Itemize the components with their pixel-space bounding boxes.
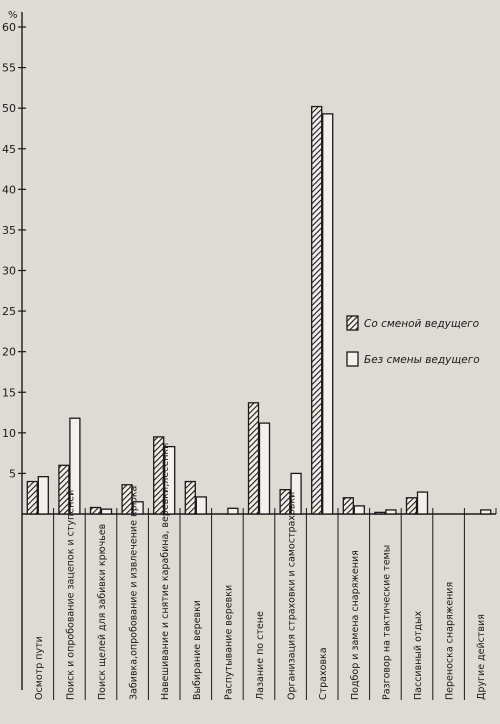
bar-with-leader-change [343, 498, 353, 514]
bar-without-leader-change [354, 506, 364, 514]
legend-label: Без смены ведущего [364, 354, 480, 366]
bars [27, 107, 490, 514]
y-tick-label: 40 [2, 183, 16, 197]
bar-without-leader-change [386, 510, 396, 514]
y-unit-label: % [8, 10, 18, 21]
category-label: Другие действия [476, 614, 488, 700]
category-label: Поиск и опробование зацепок и ступеней [65, 489, 77, 700]
y-tick-label: 35 [2, 223, 16, 237]
category-label: Пассивный отдых [413, 610, 424, 700]
bar-with-leader-change [185, 482, 195, 514]
bar-without-leader-change [102, 509, 112, 514]
y-tick-label: 60 [2, 21, 16, 34]
bar-without-leader-change [196, 497, 206, 514]
bar-with-leader-change [375, 512, 385, 514]
category-label: Подбор и замена снаряжения [349, 550, 361, 700]
category-label: Организация страховки и самостраховки [286, 491, 298, 700]
y-tick-label: 5 [9, 467, 16, 481]
bar-without-leader-change [260, 423, 270, 514]
category-label: Поиск щелей для забивки крючьев [97, 523, 108, 700]
category-label: Осмотр пути [33, 636, 45, 700]
y-tick-label: 15 [2, 386, 16, 400]
category-label: Выбирание веревки [191, 600, 203, 700]
category-label: Распутывание веревки [223, 584, 235, 700]
bar-with-leader-change [312, 107, 322, 514]
bar-with-leader-change [27, 482, 37, 514]
category-label: Лазание по стене [255, 611, 266, 700]
category-label: Навешивание и снятие карабина, веревки,лесенки [160, 442, 172, 700]
y-tick-label: 10 [2, 426, 16, 440]
bar-without-leader-change [228, 508, 238, 514]
legend-label: Со сменой ведущего [364, 318, 480, 330]
y-tick-label: 50 [2, 102, 16, 116]
y-tick-label: 45 [2, 142, 16, 156]
category-label: Переноска снаряжения [444, 581, 456, 700]
y-tick-label: 30 [2, 264, 16, 278]
category-label: Страховка [318, 647, 330, 700]
category-label: Забивка,опробование и извлечение крюка [128, 485, 140, 700]
legend [347, 316, 480, 366]
legend-swatch [347, 352, 358, 366]
bar-with-leader-change [249, 403, 259, 514]
y-tick-label: 55 [2, 61, 16, 75]
bar-with-leader-change [91, 508, 101, 514]
bar-without-leader-change [418, 492, 428, 514]
bar-without-leader-change [481, 510, 491, 514]
category-label: Разговор на тактические темы [381, 544, 393, 700]
legend-swatch [347, 316, 358, 330]
bar-with-leader-change [407, 498, 417, 514]
y-tick-label: 25 [2, 305, 16, 319]
bar-without-leader-change [323, 114, 333, 514]
bar-without-leader-change [38, 477, 48, 514]
y-tick-label: 20 [2, 345, 16, 359]
